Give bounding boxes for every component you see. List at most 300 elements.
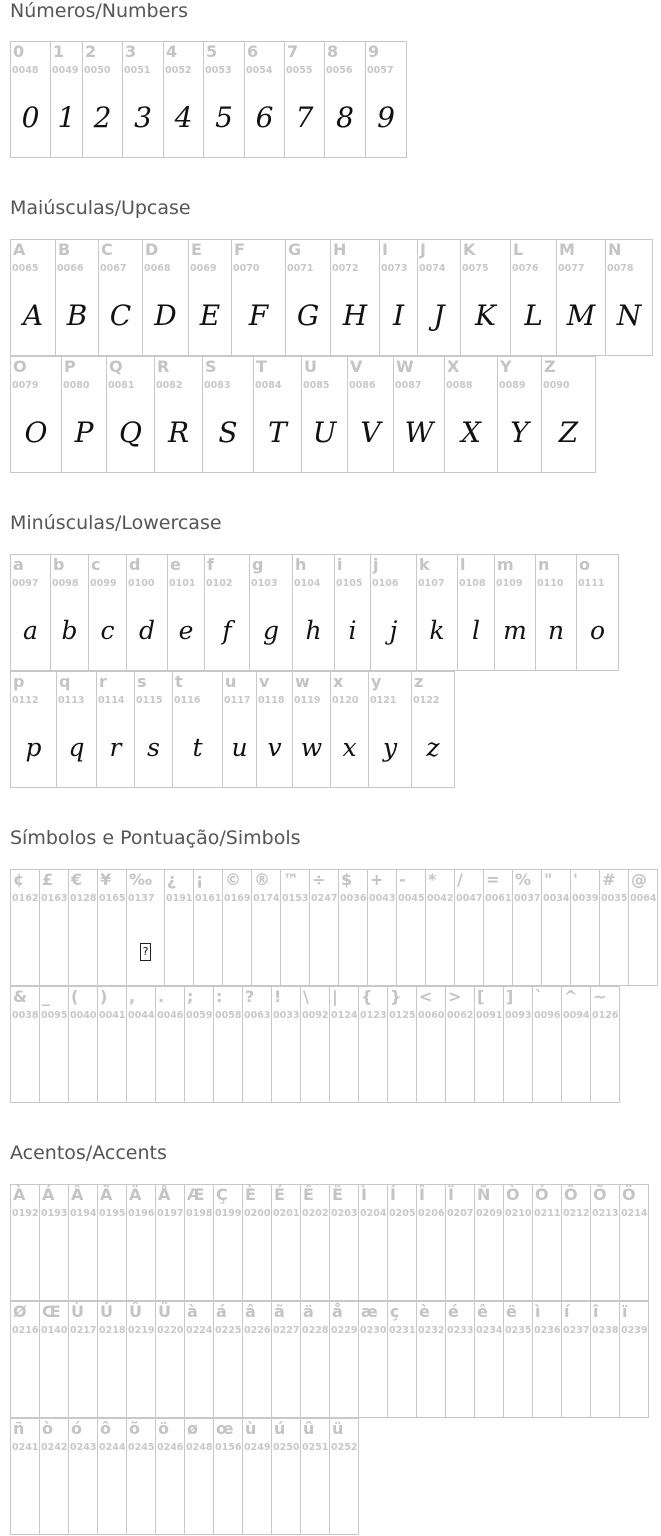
cell-code: 0091 [476, 1010, 503, 1021]
cell-code: 0098 [52, 578, 79, 589]
cell-character: ¢ [13, 870, 25, 889]
grid-row-accents-2 [10, 1301, 649, 1418]
cell-code: 0110 [537, 578, 564, 589]
cell-character: ñ [13, 1419, 25, 1438]
glyph-preview: Z [558, 416, 579, 449]
cell-character: s [137, 672, 147, 691]
cell-character: ) [100, 987, 108, 1006]
cell-character: ø [187, 1419, 198, 1438]
glyph-preview: o [589, 616, 606, 645]
glyph-cell [446, 1302, 475, 1417]
glyph-cell [412, 672, 455, 787]
cell-code: 0089 [499, 380, 526, 391]
glyph-preview: O [24, 416, 48, 449]
cell-character: Ú [100, 1302, 113, 1321]
glyph-cell [69, 1185, 98, 1300]
glyph-cell [536, 555, 577, 670]
glyph-cell [98, 870, 127, 985]
cell-character: P [64, 357, 76, 376]
glyph-cell [11, 870, 40, 985]
glyph-preview: m [503, 616, 527, 645]
glyph-cell [40, 870, 69, 985]
glyph-cell [397, 870, 426, 985]
glyph-preview: u [231, 733, 248, 762]
cell-character: i [337, 555, 343, 574]
glyph-cell [417, 987, 446, 1102]
glyph-cell [51, 42, 83, 157]
cell-code: 0088 [446, 380, 473, 391]
glyph-cell [185, 1302, 214, 1417]
glyph-cell [272, 1185, 301, 1300]
cell-code: 0087 [395, 380, 422, 391]
missing-glyph-icon: ? [127, 926, 164, 966]
cell-code: 0196 [128, 1208, 155, 1219]
glyph-preview: J [433, 299, 445, 332]
glyph-preview: x [342, 733, 357, 762]
glyph-cell [40, 1302, 69, 1417]
glyph-cell [189, 240, 232, 355]
cell-code: 0122 [413, 695, 440, 706]
glyph-preview: j [389, 616, 398, 645]
cell-character: A [13, 240, 26, 259]
cell-code: 0218 [99, 1325, 126, 1336]
glyph-preview: l [472, 616, 480, 645]
cell-character: Ò [506, 1185, 520, 1204]
cell-character: © [225, 870, 241, 889]
glyph-cell [123, 42, 164, 157]
glyph-preview: C [109, 299, 132, 332]
glyph-cell [446, 987, 475, 1102]
cell-character: { [361, 987, 373, 1006]
glyph-preview: A [22, 299, 44, 332]
cell-character: e [170, 555, 181, 574]
glyph-cell [286, 240, 331, 355]
cell-character: " [544, 870, 553, 889]
section-title-upcase: Maiúsculas/Upcase [10, 197, 191, 219]
cell-code: 0081 [108, 380, 135, 391]
cell-character: = [486, 870, 500, 889]
cell-code: 0048 [12, 65, 39, 76]
cell-code: 0103 [251, 578, 278, 589]
cell-code: 0137 [128, 893, 155, 904]
glyph-preview: V [360, 416, 381, 449]
cell-code: 0100 [128, 578, 155, 589]
cell-code: 0213 [592, 1208, 619, 1219]
cell-code: 0067 [100, 263, 127, 274]
glyph-preview: 1 [57, 101, 76, 134]
cell-character: a [13, 555, 24, 574]
glyph-cell [330, 1185, 359, 1300]
glyph-cell [69, 1302, 98, 1417]
cell-character: % [515, 870, 532, 889]
cell-character: Û [129, 1302, 142, 1321]
cell-character: Õ [593, 1185, 607, 1204]
cell-code: 0094 [563, 1010, 590, 1021]
cell-code: 0049 [52, 65, 79, 76]
cell-character: Ó [535, 1185, 549, 1204]
cell-character: ] [506, 987, 514, 1006]
grid-row-symbols-2 [10, 986, 620, 1103]
glyph-cell [359, 987, 388, 1102]
cell-code: 0162 [12, 893, 39, 904]
glyph-cell [99, 240, 143, 355]
glyph-cell [205, 555, 250, 670]
cell-character: î [593, 1302, 599, 1321]
glyph-preview: F [248, 299, 269, 332]
cell-character: ÷ [312, 870, 326, 889]
glyph-preview: S [218, 416, 238, 449]
glyph-cell [57, 672, 97, 787]
glyph-preview: s [147, 733, 160, 762]
glyph-cell [214, 987, 243, 1102]
cell-character: p [13, 672, 25, 691]
glyph-cell [331, 672, 369, 787]
glyph-cell [40, 1419, 69, 1534]
cell-code: 0119 [294, 695, 321, 706]
cell-code: 0107 [418, 578, 445, 589]
cell-character: ã [274, 1302, 285, 1321]
cell-code: 0050 [84, 65, 111, 76]
glyph-cell [606, 240, 653, 355]
cell-character: * [428, 870, 437, 889]
cell-code: 0083 [204, 380, 231, 391]
grid-row-accents-3 [10, 1418, 359, 1535]
cell-code: 0193 [41, 1208, 68, 1219]
glyph-preview: L [524, 299, 543, 332]
cell-code: 0161 [195, 893, 222, 904]
cell-character: Z [544, 357, 556, 376]
cell-code: 0225 [215, 1325, 242, 1336]
cell-character: Í [390, 1185, 396, 1204]
glyph-cell [418, 240, 461, 355]
cell-character: Â [71, 1185, 84, 1204]
glyph-cell [325, 42, 366, 157]
cell-code: 0231 [389, 1325, 416, 1336]
glyph-preview: c [100, 616, 115, 645]
cell-character: í [564, 1302, 570, 1321]
cell-code: 0195 [99, 1208, 126, 1219]
glyph-cell [203, 357, 254, 472]
cell-code: 0244 [99, 1442, 126, 1453]
cell-code: 0235 [505, 1325, 532, 1336]
glyph-cell [571, 870, 600, 985]
cell-code: 0197 [157, 1208, 184, 1219]
glyph-cell [98, 1185, 127, 1300]
cell-code: 0199 [215, 1208, 242, 1219]
cell-code: 0093 [505, 1010, 532, 1021]
cell-character: ò [42, 1419, 53, 1438]
glyph-cell [245, 42, 285, 157]
cell-code: 0082 [156, 380, 183, 391]
cell-character: J [420, 240, 426, 259]
cell-code: 0232 [418, 1325, 445, 1336]
cell-character: õ [129, 1419, 140, 1438]
cell-code: 0047 [456, 893, 483, 904]
cell-character: z [414, 672, 424, 691]
glyph-cell [348, 357, 394, 472]
glyph-cell [446, 1185, 475, 1300]
cell-code: 0073 [381, 263, 408, 274]
cell-code: 0038 [12, 1010, 39, 1021]
section-title-accents: Acentos/Accents [10, 1142, 167, 1164]
glyph-cell [330, 1302, 359, 1417]
glyph-cell [156, 1419, 185, 1534]
glyph-cell [156, 987, 185, 1102]
glyph-cell [620, 1185, 649, 1300]
glyph-cell [83, 42, 123, 157]
glyph-cell [40, 1185, 69, 1300]
glyph-cell [562, 1302, 591, 1417]
cell-code: 0095 [41, 1010, 68, 1021]
cell-character: á [216, 1302, 227, 1321]
cell-code: 0125 [389, 1010, 416, 1021]
glyph-preview: X [461, 416, 481, 449]
cell-character: Æ [187, 1185, 205, 1204]
grid-row-lowercase-1 [10, 554, 619, 671]
grid-row-upcase-1 [10, 239, 653, 356]
glyph-preview: W [404, 416, 434, 449]
glyph-cell [243, 1302, 272, 1417]
glyph-preview: z [426, 733, 440, 762]
glyph-cell [11, 672, 57, 787]
cell-character: ¿ [167, 870, 177, 889]
cell-character: V [350, 357, 363, 376]
glyph-cell [214, 1419, 243, 1534]
cell-code: 0245 [128, 1442, 155, 1453]
cell-character: Ñ [477, 1185, 491, 1204]
glyph-cell [511, 240, 557, 355]
glyph-cell [257, 672, 293, 787]
glyph-cell [272, 987, 301, 1102]
cell-character: n [538, 555, 550, 574]
cell-character: è [419, 1302, 430, 1321]
cell-code: 0241 [12, 1442, 39, 1453]
glyph-cell [272, 1419, 301, 1534]
glyph-preview: P [74, 416, 94, 449]
cell-code: 0247 [311, 893, 338, 904]
glyph-preview: b [61, 616, 78, 645]
cell-code: 0217 [70, 1325, 97, 1336]
glyph-preview: a [23, 616, 38, 645]
glyph-preview: 9 [377, 101, 395, 134]
glyph-preview: k [429, 616, 445, 645]
glyph-preview: 0 [21, 101, 40, 134]
cell-code: 0075 [462, 263, 489, 274]
cell-character: _ [42, 987, 50, 1006]
cell-character: b [53, 555, 65, 574]
glyph-cell [504, 987, 533, 1102]
cell-code: 0220 [157, 1325, 184, 1336]
glyph-preview: N [616, 299, 642, 332]
cell-code: 0058 [215, 1010, 242, 1021]
cell-character: K [463, 240, 476, 259]
cell-character: 9 [368, 42, 380, 61]
cell-character: < [419, 987, 433, 1006]
cell-code: 0230 [360, 1325, 387, 1336]
cell-code: 0163 [41, 893, 68, 904]
glyph-cell [562, 987, 591, 1102]
cell-code: 0126 [592, 1010, 619, 1021]
glyph-cell [455, 870, 484, 985]
glyph-cell [388, 1302, 417, 1417]
glyph-cell [302, 357, 348, 472]
glyph-cell [127, 870, 165, 985]
cell-code: 0062 [447, 1010, 474, 1021]
cell-character: ` [535, 987, 543, 1006]
cell-code: 0051 [124, 65, 151, 76]
cell-code: 0096 [534, 1010, 561, 1021]
glyph-preview: h [305, 616, 322, 645]
glyph-cell [445, 357, 498, 472]
cell-character: 7 [287, 42, 299, 61]
cell-character: Ø [13, 1302, 27, 1321]
cell-code: 0115 [136, 695, 163, 706]
cell-code: 0078 [607, 263, 634, 274]
glyph-preview: 4 [174, 101, 193, 134]
glyph-cell [335, 555, 371, 670]
cell-code: 0237 [563, 1325, 590, 1336]
cell-character: Ä [129, 1185, 142, 1204]
glyph-cell [339, 870, 368, 985]
cell-code: 0070 [233, 263, 260, 274]
cell-character: > [448, 987, 462, 1006]
cell-code: 0204 [360, 1208, 387, 1219]
glyph-cell [232, 240, 286, 355]
glyph-cell [330, 987, 359, 1102]
cell-code: 0055 [286, 65, 313, 76]
cell-code: 0120 [332, 695, 359, 706]
cell-character: Å [158, 1185, 171, 1204]
glyph-preview: 7 [295, 101, 314, 134]
cell-character: } [390, 987, 402, 1006]
glyph-cell [11, 357, 62, 472]
cell-code: 0040 [70, 1010, 97, 1021]
cell-character: ' [573, 870, 578, 889]
cell-character: U [304, 357, 317, 376]
cell-code: 0236 [534, 1325, 561, 1336]
glyph-cell [194, 870, 223, 985]
cell-code: 0061 [485, 893, 512, 904]
cell-code: 0113 [58, 695, 85, 706]
cell-code: 0243 [70, 1442, 97, 1453]
grid-row-lowercase-2 [10, 671, 455, 788]
cell-character: M [559, 240, 575, 259]
cell-code: 0234 [476, 1325, 503, 1336]
cell-code: 0249 [244, 1442, 271, 1453]
glyph-cell [173, 672, 223, 787]
glyph-preview: n [547, 616, 565, 645]
cell-character: ® [254, 870, 270, 889]
cell-code: 0153 [282, 893, 309, 904]
glyph-cell [417, 1185, 446, 1300]
glyph-preview: R [167, 416, 190, 449]
cell-code: 0045 [398, 893, 425, 904]
cell-character: ? [245, 987, 255, 1006]
cell-code: 0102 [206, 578, 233, 589]
cell-character: L [513, 240, 524, 259]
glyph-cell [127, 987, 156, 1102]
cell-code: 0140 [41, 1325, 68, 1336]
glyph-preview: E [199, 299, 221, 332]
glyph-preview: e [178, 616, 194, 645]
cell-character: B [58, 240, 71, 259]
cell-character: Ë [332, 1185, 343, 1204]
cell-code: 0039 [572, 893, 599, 904]
cell-code: 0165 [99, 893, 126, 904]
cell-code: 0202 [302, 1208, 329, 1219]
cell-character: G [288, 240, 302, 259]
cell-code: 0060 [418, 1010, 445, 1021]
glyph-preview: H [342, 299, 368, 332]
cell-code: 0084 [255, 380, 282, 391]
glyph-cell [11, 1419, 40, 1534]
glyph-cell [562, 1185, 591, 1300]
cell-character: F [234, 240, 245, 259]
cell-character: m [497, 555, 514, 574]
cell-code: 0112 [12, 695, 39, 706]
cell-code: 0079 [12, 380, 39, 391]
glyph-cell [250, 555, 293, 670]
glyph-cell [272, 1302, 301, 1417]
cell-character: â [245, 1302, 256, 1321]
glyph-preview: g [262, 616, 279, 645]
cell-code: 0156 [215, 1442, 242, 1453]
glyph-cell [533, 1185, 562, 1300]
cell-character: j [373, 555, 379, 574]
cell-character: ü [332, 1419, 344, 1438]
cell-code: 0205 [389, 1208, 416, 1219]
glyph-preview: 8 [336, 101, 354, 134]
cell-character: + [370, 870, 384, 889]
cell-character: x [333, 672, 344, 691]
glyph-cell [223, 672, 257, 787]
glyph-cell [542, 357, 596, 472]
cell-character: Ö [622, 1185, 636, 1204]
glyph-cell [591, 987, 620, 1102]
glyph-cell [11, 1185, 40, 1300]
glyph-cell [185, 1185, 214, 1300]
glyph-cell [69, 1419, 98, 1534]
glyph-cell [107, 357, 155, 472]
cell-code: 0210 [505, 1208, 532, 1219]
glyph-cell [98, 1419, 127, 1534]
cell-character: u [225, 672, 237, 691]
cell-code: 0207 [447, 1208, 474, 1219]
cell-code: 0198 [186, 1208, 213, 1219]
cell-character: £ [42, 870, 54, 889]
cell-character: é [448, 1302, 459, 1321]
glyph-cell [369, 672, 412, 787]
glyph-cell [504, 1185, 533, 1300]
cell-code: 0200 [244, 1208, 271, 1219]
cell-code: 0077 [558, 263, 585, 274]
cell-character: E [191, 240, 202, 259]
glyph-cell [243, 1419, 272, 1534]
cell-code: 0192 [12, 1208, 39, 1219]
glyph-cell [475, 987, 504, 1102]
glyph-cell [243, 987, 272, 1102]
cell-character: - [399, 870, 406, 889]
glyph-preview: p [25, 733, 42, 762]
cell-character: . [158, 987, 165, 1006]
cell-character: Ê [303, 1185, 314, 1204]
glyph-cell [620, 1302, 649, 1417]
cell-character: D [145, 240, 159, 259]
cell-character: 8 [327, 42, 339, 61]
cell-code: 0042 [427, 893, 454, 904]
cell-character: ¥ [100, 870, 112, 889]
cell-character: æ [361, 1302, 378, 1321]
